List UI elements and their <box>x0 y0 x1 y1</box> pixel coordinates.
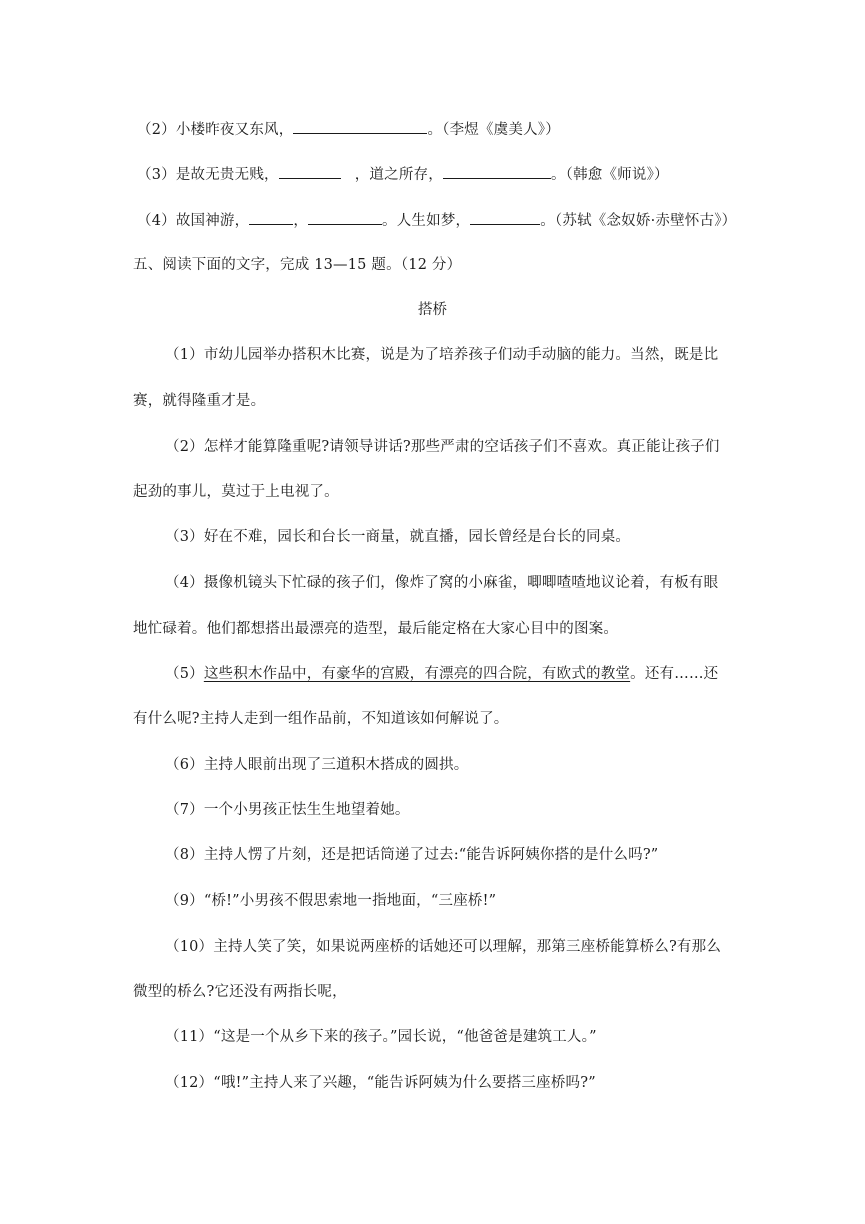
paragraph-12: （12）“哦!”主持人来了兴趣，“能告诉阿姨为什么要搭三座桥吗?” <box>165 1075 596 1091</box>
paragraph-9: （9）“桥!”小男孩不假思索地一指地面，“三座桥!” <box>165 893 497 909</box>
fill-item-2-prefix: （2）小楼昨夜又东风， <box>137 122 294 138</box>
fill-item-2 <box>137 118 560 140</box>
underlined-sentence: 这些积木作品中，有豪华的宫殿，有漂亮的四合院，有欧式的教堂 <box>203 666 631 682</box>
answer-blank[interactable] <box>308 209 382 225</box>
fill-item-4-sep2: 。人生如梦， <box>382 213 471 229</box>
paragraph-4-line-2: 地忙碌着。他们都想搭出最漂亮的造型，最后能定格在大家心目中的图案。 <box>133 621 619 637</box>
fill-item-2-suffix: 。（李煜《虞美人》） <box>427 122 560 138</box>
paragraph-1-line-2: 赛，就得隆重才是。 <box>133 393 266 409</box>
fill-item-4-sep1: ， <box>293 213 309 229</box>
fill-item-4-prefix: （4）故国神游， <box>137 213 250 229</box>
story-title: 搭桥 <box>418 302 447 318</box>
fill-item-4 <box>137 209 736 231</box>
paragraph-5-line-1 <box>165 664 718 684</box>
fill-item-3 <box>137 163 669 185</box>
paragraph-11: （11）“这是一个从乡下来的孩子。”园长说，“他爸爸是建筑工人。” <box>165 1029 597 1045</box>
paragraph-3: （3）好在不难，园长和台长一商量，就直播，园长曾经是台长的同桌。 <box>165 529 631 545</box>
paragraph-10-line-1: （10）主持人笑了笑，如果说两座桥的话她还可以理解，那第三座桥能算桥么?有那么 <box>165 939 722 955</box>
answer-blank[interactable] <box>293 118 427 134</box>
paragraph-2-line-1: （2）怎样才能算隆重呢?请领导讲话?那些严肃的空话孩子们不喜欢。真正能让孩子们 <box>165 439 720 455</box>
paragraph-4-line-1: （4）摄像机镜头下忙碌的孩子们，像炸了窝的小麻雀，唧唧喳喳地议论着，有板有眼 <box>165 575 719 591</box>
answer-blank[interactable] <box>249 209 293 225</box>
paragraph-5-label: （5） <box>165 666 204 682</box>
paragraph-5-rest: 。还有……还 <box>630 666 719 682</box>
fill-item-3-suffix: 。（韩愈《师说》） <box>550 167 669 183</box>
paragraph-6: （6）主持人眼前出现了三道积木搭成的圆拱。 <box>165 757 469 773</box>
paragraph-1-line-1: （1）市幼儿园举办搭积木比赛，说是为了培养孩子们动手动脑的能力。当然，既是比 <box>165 347 719 363</box>
answer-blank[interactable] <box>279 163 341 179</box>
paragraph-7: （7）一个小男孩正怯生生地望着她。 <box>165 802 410 818</box>
paragraph-8: （8）主持人愣了片刻，还是把话筒递了过去:“能告诉阿姨你搭的是什么吗?” <box>165 847 659 863</box>
paragraph-2-line-2: 起劲的事儿，莫过于上电视了。 <box>133 484 339 500</box>
paragraph-10-line-2: 微型的桥么?它还没有两指长呢， <box>133 984 347 1000</box>
fill-item-3-middle: ，道之所存， <box>354 167 443 183</box>
paragraph-5-line-2: 有什么呢?主持人走到一组作品前，不知道该如何解说了。 <box>133 711 509 727</box>
fill-item-4-suffix: 。（苏轼《念奴娇·赤壁怀古》） <box>540 213 737 229</box>
section-heading: 五、阅读下面的文字，完成 13—15 题。（12 分） <box>133 257 462 273</box>
fill-item-3-prefix: （3）是故无贵无贱， <box>137 167 279 183</box>
answer-blank[interactable] <box>470 209 540 225</box>
answer-blank[interactable] <box>443 163 551 179</box>
